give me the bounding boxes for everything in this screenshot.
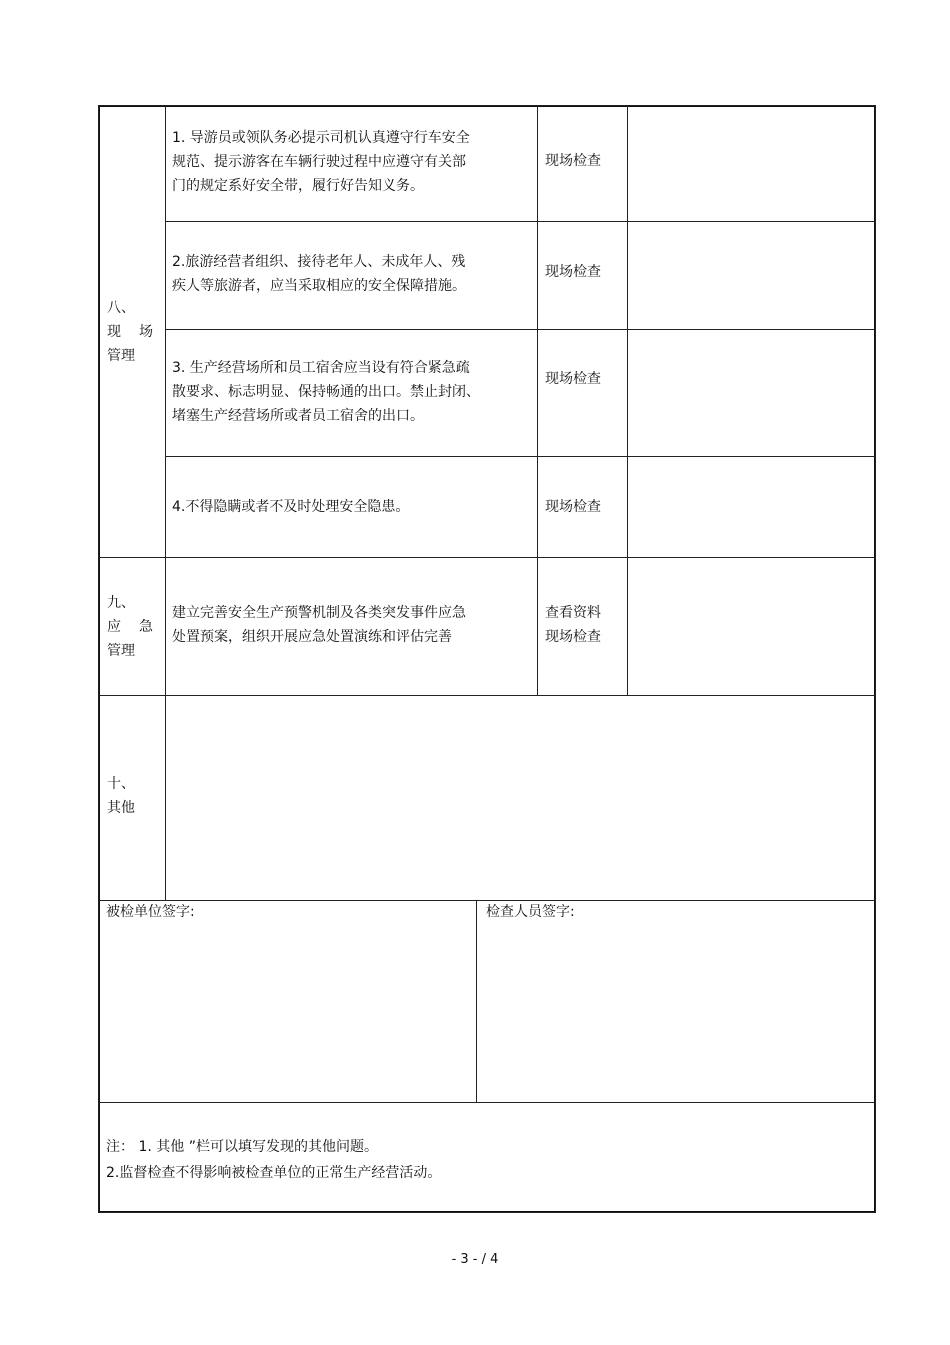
note-line-2: 2.监督检查不得影响被检查单位的正常生产经营活动。 (106, 1165, 442, 1181)
other-content-cell[interactable] (165, 695, 876, 901)
section-8-label: 八、 现 场 管理 (107, 300, 153, 364)
item-text: 4.不得隐瞒或者不及时处理安全隐患。 (172, 499, 410, 515)
result-cell[interactable] (627, 105, 876, 222)
inspector-signature-label: 检查人员签字: (486, 904, 575, 920)
method-text: 查看资料 现场检查 (545, 605, 601, 645)
inspected-unit-signature-label: 被检单位签字: (106, 904, 195, 920)
result-cell[interactable] (627, 557, 876, 696)
inspected-unit-signature-cell[interactable] (98, 900, 477, 1103)
method-text: 现场检查 (545, 264, 601, 280)
result-cell[interactable] (627, 456, 876, 558)
method-text: 现场检查 (545, 499, 601, 515)
page-number: - 3 - / 4 (451, 1252, 499, 1267)
method-cell (537, 329, 628, 457)
item-text: 2.旅游经营者组织、接待老年人、未成年人、残 疾人等旅游者，应当采取相应的安全保障措施。 (172, 254, 466, 294)
note-line-1: 注： 1. 其他 ”栏可以填写发现的其他问题。 (106, 1139, 378, 1155)
item-text: 建立完善安全生产预警机制及各类突发事件应急 处置预案，组织开展应急处置演练和评估完善 (172, 605, 466, 645)
section-9-label: 九、 应 急 管理 (107, 595, 153, 659)
inspector-signature-cell[interactable] (476, 900, 876, 1103)
result-cell[interactable] (627, 221, 876, 330)
result-cell[interactable] (627, 329, 876, 457)
method-text: 现场检查 (545, 153, 601, 169)
section-10-label: 十、 其他 (107, 776, 135, 816)
item-text: 3. 生产经营场所和员工宿舍应当设有符合紧急疏 散要求、标志明显、保持畅通的出口。禁止封闭、 堵塞生产经营场所或者员工宿舍的出口。 (172, 360, 480, 424)
item-text: 1. 导游员或领队务必提示司机认真遵守行车安全 规范、提示游客在车辆行驶过程中应遵守有关部 门的规定系好安全带，履行好告知义务。 (172, 130, 470, 194)
method-text: 现场检查 (545, 371, 601, 387)
